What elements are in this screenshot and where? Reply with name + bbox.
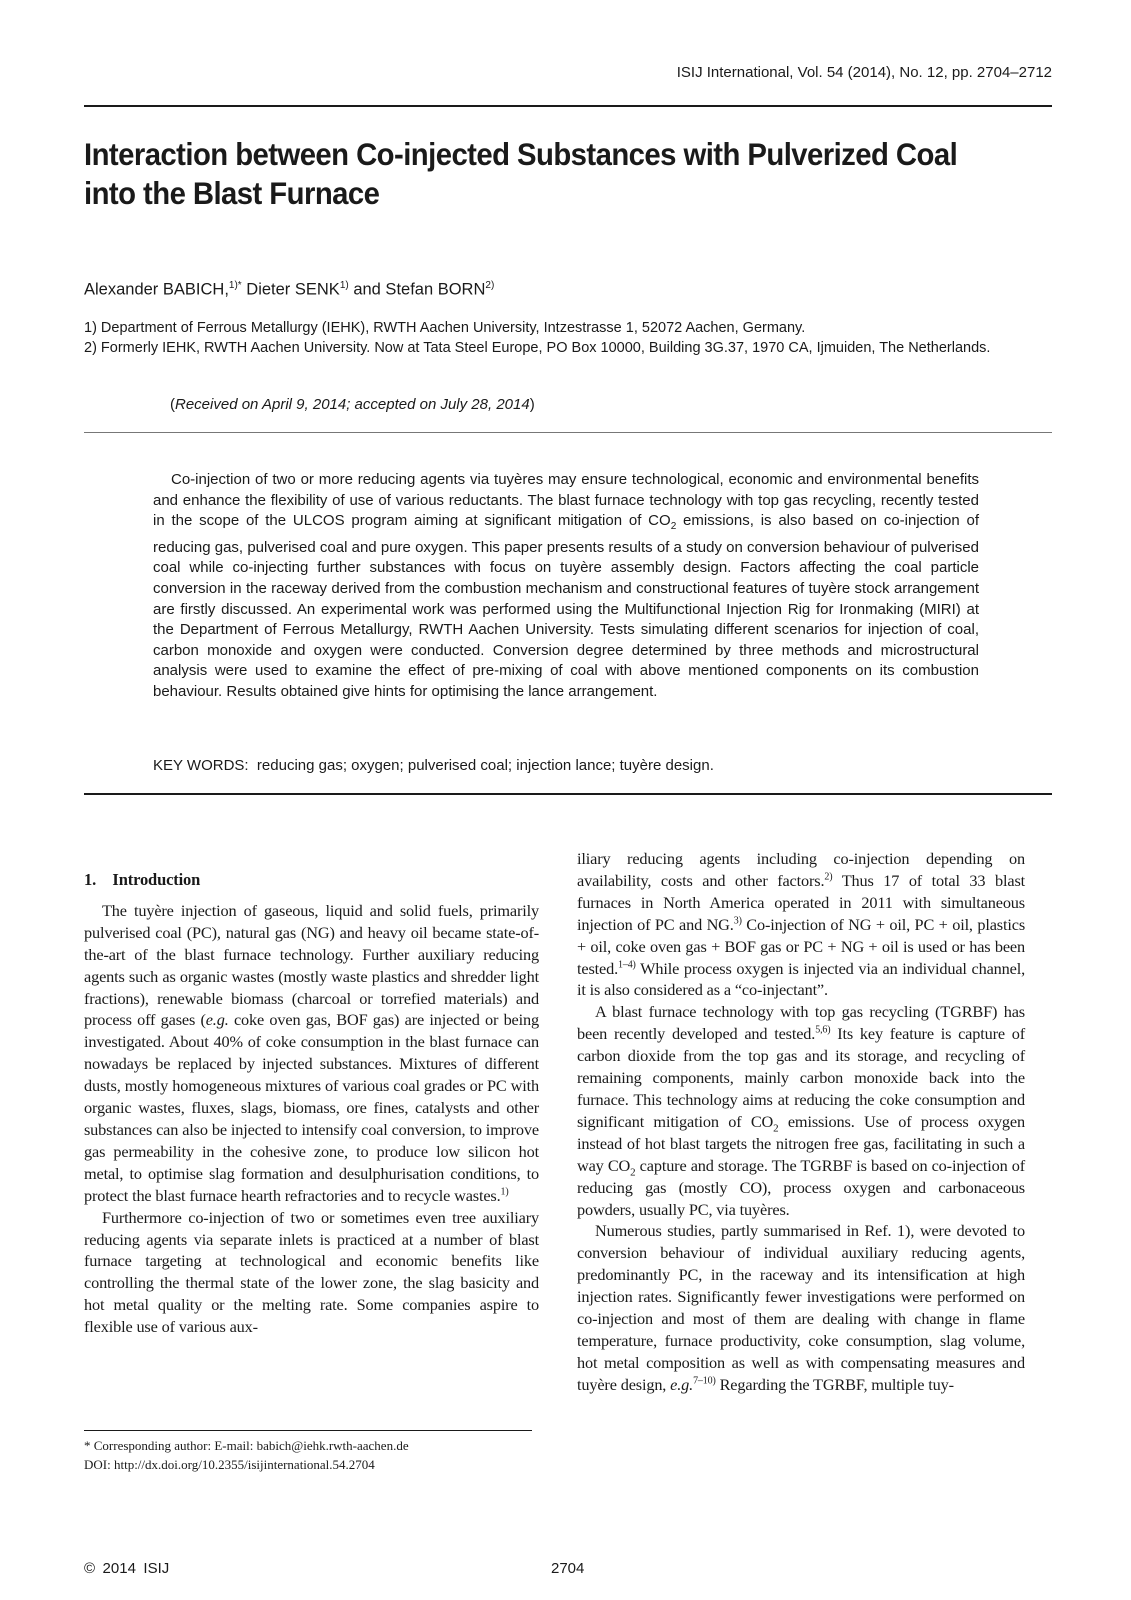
corresponding-author-footnote: * Corresponding author: E-mail: babich@iehk.rwth-aachen.de — [84, 1438, 409, 1453]
citation-ref: 7–10) — [693, 1375, 716, 1387]
abstract-part-2: emissions, is also based on co-injection of reducing gas, pulverised coal and pure oxygen. This paper presents results of a study on conversion behaviour of pulverised coal while co-injecting further substances with focus on tuyère assembly design. Factors affecting the coal particle conversion in the raceway derived from the combustion mechanism and constructional features of tuyère stock arrangement are firstly discussed. An experimental work was performed using the Multifunctional Injection Rig for Ironmaking (MIRI) at the Department of Ferrous Metallurgy, RWTH Aachen University. Tests simulating different scenarios for injection of coal, carbon monoxide and oxygen were conducted. Conversion degree determined by three methods and microstructural analysis were used to examine the effect of pre-mixing of coal with above mentioned components on its combustion behaviour. Results obtained give hints for optimising the lance arrangement. — [153, 512, 979, 700]
paragraph-text: Co-injection of NG + oil, PC + oil, plastics + oil, coke oven gas + BOF gas or PC + NG + oil is used or has been tested. — [577, 914, 1025, 978]
citation-ref: 3) — [733, 915, 742, 927]
subscript: 2 — [773, 1122, 779, 1135]
paragraph-text: Its key feature is capture of carbon dioxide from the top gas and its storage, and recycling of remaining components, mainly carbon monoxide back into the furnace. This technology aims at reducing the coke consumption and significant mitigation of CO — [577, 1024, 1026, 1131]
subscript: 2 — [630, 1165, 636, 1178]
body-column-right — [577, 848, 1025, 1396]
title-line-1: Interaction between Co-injected Substances with Pulverized Coal — [84, 136, 958, 172]
paragraph-text: coke oven gas, BOF gas) are injected or being investigated. About 40% of coke consumption in the blast furnace can nowadays be replaced by injected substances. Mixtures of different dusts, mostly homogeneous mixtures of various coal grades or PC with organic wastes, fluxes, slags, biomass, ore fines, catalysts and other substances can also be injected to intensify coal conversion, to improve gas permeability in the cohesive zone, to produce low silicon hot metal, to optimise slag formation and desulphurisation conditions, to protect the blast furnace hearth refractories and to recycle wastes. — [84, 1010, 539, 1205]
section-heading-introduction: 1. Introduction — [84, 870, 201, 889]
abstract-bottom-rule — [84, 793, 1052, 795]
keywords-list: reducing gas; oxygen; pulverised coal; injection lance; tuyère design. — [256, 757, 714, 774]
citation-ref: 1) — [500, 1186, 509, 1198]
title-line-2: into the Blast Furnace — [84, 175, 380, 211]
paragraph-text: capture and storage. The TGRBF is based on co-injection of reducing gas (mostly CO), process oxygen and carbonaceous powders, usually PC, via tuyères. — [577, 1155, 1025, 1219]
paragraph-text: Regarding the TGRBF, multiple tuy- — [715, 1374, 954, 1394]
paragraph-text: While process oxygen is injected via an individual channel, it is also considered as a “co-injectant”. — [577, 958, 1025, 1000]
paragraph-text: iliary reducing agents including co-injection depending on availability, costs and other factors. — [577, 849, 1025, 890]
italic-text: e.g. — [205, 1010, 229, 1030]
author-2: Dieter SENK — [241, 280, 340, 299]
author-3-affiliation: 2) — [485, 280, 495, 291]
author-2-affiliation: 1) — [339, 280, 349, 291]
paragraph-text: emissions. Use of process oxygen instead of hot blast targets the nitrogen free gas, facilitating in such a way CO — [577, 1111, 1025, 1175]
keywords-label: KEY WORDS: — [153, 757, 249, 774]
citation-ref: 5,6) — [815, 1024, 831, 1036]
author-3: and Stefan BORN — [348, 280, 486, 299]
footnote-rule — [84, 1430, 532, 1431]
paragraph-text: The tuyère injection of gaseous, liquid and solid fuels, primarily pulverised coal (PC), natural gas (NG) and heavy oil became state-of-the-art of the blast furnace technology. Further auxiliary reducing agents such as organic wastes (mostly waste plastics and shredder light fractions), renewable biomass (charcoal or torrefied materials) and process off gases ( — [84, 900, 539, 1030]
header-rule — [84, 105, 1052, 107]
article-title — [84, 135, 1005, 213]
author-list — [84, 280, 494, 300]
journal-citation: ISIJ International, Vol. 54 (2014), No. 12, pp. 2704–2712 — [676, 64, 1052, 81]
paragraph — [577, 1001, 1025, 1220]
author-1-affiliation: 1)* — [228, 280, 242, 291]
received-text: Received on April 9, 2014; accepted on July 28, 2014 — [175, 396, 530, 413]
paragraph — [84, 900, 539, 1207]
page-number: 2704 — [551, 1560, 585, 1577]
copyright-notice: © 2014 ISIJ — [84, 1560, 170, 1577]
italic-text: e.g. — [670, 1374, 694, 1394]
paragraph-text: Thus 17 of total 33 blast furnaces in North America operated in 2011 with simultaneous injection of PC and NG. — [577, 870, 1025, 934]
affiliation-1: 1) Department of Ferrous Metallurgy (IEHK), RWTH Aachen University, Intzestrasse 1, 52072 Aachen, Germany. — [84, 320, 806, 336]
paragraph — [577, 1220, 1025, 1395]
keywords — [153, 757, 714, 774]
abstract-top-rule — [84, 432, 1052, 433]
abstract — [153, 470, 979, 703]
paragraph-text: Numerous studies, partly summarised in Ref. 1), were devoted to conversion behaviour of individual auxiliary reducing agents, predominantly PC, in the raceway and its intensification at high injection rates. Significantly fewer investigations were performed on co-injection and most of them are dealing with change in flame temperature, furnace productivity, coke consumption, slag volume, hot metal composition as well as with compensating measures and tuyère design, — [577, 1221, 1025, 1394]
citation-ref: 1–4) — [618, 959, 636, 971]
abstract-subscript: 2 — [670, 521, 677, 533]
affiliation-2: 2) Formerly IEHK, RWTH Aachen University. Now at Tata Steel Europe, PO Box 10000, Building 3G.37, 1970 CA, Ijmuiden, The Netherlands. — [84, 340, 991, 356]
citation-ref: 2) — [824, 871, 833, 883]
received-dates: (Received on April 9, 2014; accepted on July 28, 2014) — [170, 396, 535, 413]
doi-footnote: DOI: http://dx.doi.org/10.2355/isijinternational.54.2704 — [84, 1457, 375, 1472]
paragraph — [577, 848, 1025, 1001]
paragraph: Furthermore co-injection of two or sometimes even tree auxiliary reducing agents via separate inlets is practiced at a number of blast furnace targeting at technological and economic benefits like controlling the thermal state of the lower zone, the slag basicity and hot metal quality or the melting rate. Some companies aspire to flexible use of various aux- — [84, 1207, 539, 1337]
author-1: Alexander BABICH, — [84, 280, 229, 299]
paragraph-text: A blast furnace technology with top gas recycling (TGRBF) has been recently developed and tested. — [577, 1002, 1025, 1044]
abstract-part-1: Co-injection of two or more reducing agents via tuyères may ensure technological, economic and environmental benefits and enhance the flexibility of use of various reductants. The blast furnace technology with top gas recycling, recently tested in the scope of the ULCOS program aiming at significant mitigation of CO — [153, 471, 979, 530]
body-column-left — [84, 866, 539, 1338]
